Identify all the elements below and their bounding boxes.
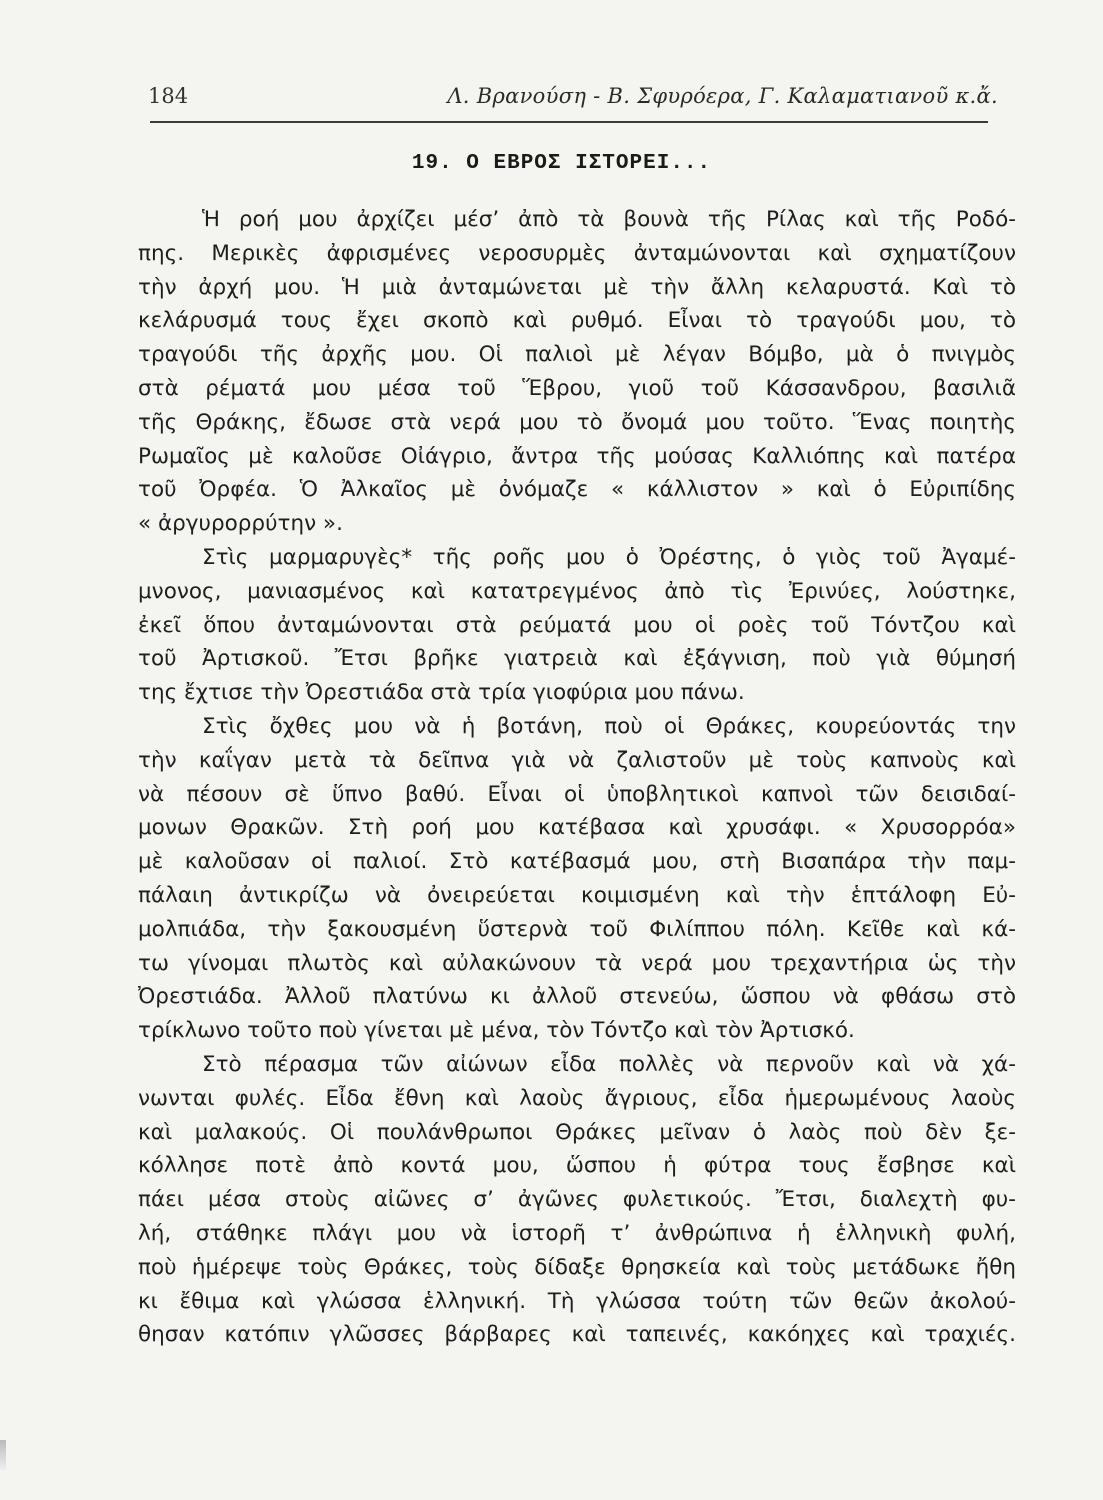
paragraph bbox=[138, 710, 1016, 1048]
paragraph bbox=[138, 541, 1016, 710]
text-line: νωνται φυλές. Εἶδα ἔθνη καὶ λαοὺς ἄγριους, εἶδα ἡμερωμένους λαοὺς bbox=[138, 1085, 1016, 1111]
text-line: τοῦ Ὀρφέα. Ὁ Ἀλκαῖος μὲ ὀνόμαζε « κάλλιστον » καὶ ὁ Εὐριπίδης bbox=[138, 477, 1016, 503]
text-line: Στὶς ὄχθες μου νὰ ἡ βοτάνη, ποὺ οἱ Θράκες, κουρεύοντάς την bbox=[202, 713, 1016, 739]
text-line: πάει μέσα στοὺς αἰῶνες σ’ ἀγῶνες φυλετικούς. Ἔτσι, διαλεχτὴ φυ- bbox=[138, 1187, 1016, 1213]
text-line: Στὸ πέρασμα τῶν αἰώνων εἶδα πολλὲς νὰ περνοῦν καὶ νὰ χά- bbox=[202, 1051, 1016, 1077]
text-line: λή, στάθηκε πλάγι μου νὰ ἱστορῆ τ’ ἀνθρώπινα ἡ ἑλληνικὴ φυλή, bbox=[138, 1220, 1016, 1246]
text-line: τοῦ Ἀρτισκοῦ. Ἔτσι βρῆκε γιατρειὰ καὶ ἐξάγνιση, ποὺ γιὰ θύμησή bbox=[138, 646, 1016, 672]
text-line: πάλαιη ἀντικρίζω νὰ ὀνειρεύεται κοιμισμένη καὶ τὴν ἑπτάλοφη Εὐ- bbox=[138, 882, 1016, 908]
text-line: μὲ καλοῦσαν οἱ παλιοί. Στὸ κατέβασμά μου, στὴ Βισαπάρα τὴν παμ- bbox=[138, 849, 1016, 875]
text-line: στὰ ρέματά μου μέσα τοῦ Ἕβρου, γιοῦ τοῦ Κάσσανδρου, βασιλιᾶ bbox=[138, 375, 1016, 401]
text-line: Ἡ ροή μου ἀρχίζει μέσ’ ἀπὸ τὰ βουνὰ τῆς Ρίλας καὶ τῆς Ροδό- bbox=[202, 207, 1016, 232]
text-line: « ἀργυρορρύτην ». bbox=[138, 511, 343, 537]
text-line: μολπιάδα, τὴν ξακουσμένη ὕστερνὰ τοῦ Φιλίππου πόλη. Κεῖθε καὶ κά- bbox=[138, 916, 1016, 942]
paragraph bbox=[138, 1048, 1016, 1352]
text-line: πης. Μερικὲς ἀφρισμένες νεροσυρμὲς ἀνταμώνονται καὶ σχηματίζουν bbox=[138, 240, 1016, 266]
text-line: Ρωμαῖος μὲ καλοῦσε Οἰάγριο, ἄντρα τῆς μούσας Καλλιόπης καὶ πατέρα bbox=[138, 443, 1016, 469]
running-head bbox=[148, 84, 1010, 116]
header-rule bbox=[150, 121, 988, 123]
text-line: μνονος, μανιασμένος καὶ κατατρεγμένος ἀπὸ τὶς Ἐρινύες, λούστηκε, bbox=[138, 578, 1016, 604]
text-line: Στὶς μαρμαρυγὲς* τῆς ροῆς μου ὁ Ὀρέστης, ὁ γιὸς τοῦ Ἀγαμέ- bbox=[202, 544, 1016, 570]
text-line: τρίκλωνο τοῦτο ποὺ γίνεται μὲ μένα, τὸν Τόντζο καὶ τὸν Ἀρτισκό. bbox=[138, 1018, 855, 1044]
paragraph bbox=[138, 203, 1016, 541]
text-line: κελάρυσμά τους ἔχει σκοπὸ καὶ ρυθμό. Εἶναι τὸ τραγούδι μου, τὸ bbox=[138, 308, 1016, 334]
text-line: ποὺ ἡμέρεψε τοὺς Θράκες, τοὺς δίδαξε θρησκεία καὶ τοὺς μετάδωκε ἤθη bbox=[138, 1254, 1016, 1280]
text-line: τὴν ἀρχή μου. Ἡ μιὰ ἀνταμώνεται μὲ τὴν ἄλλη κελαρυστά. Καὶ τὸ bbox=[138, 274, 1016, 300]
page-edge-mark bbox=[0, 1440, 6, 1470]
text-line: τὴν καΐγαν μετὰ τὰ δεῖπνα γιὰ νὰ ζαλιστοῦν μὲ τοὺς καπνοὺς καὶ bbox=[138, 747, 1016, 773]
text-line: Ὀρεστιάδα. Ἀλλοῦ πλατύνω κι ἀλλοῦ στενεύω, ὥσπου νὰ φθάσω στὸ bbox=[138, 984, 1016, 1010]
page-number: 184 bbox=[148, 84, 189, 108]
text-line: καὶ μαλακούς. Οἱ πουλάνθρωποι Θράκες μεῖναν ὁ λαὸς ποὺ δὲν ξε- bbox=[138, 1119, 1016, 1145]
chapter-title: 19. Ο ΕΒΡΟΣ ΙΣΤΟΡΕΙ... bbox=[411, 152, 712, 175]
body-text bbox=[138, 203, 1016, 1352]
text-line: κόλλησε ποτὲ ἀπὸ κοντά μου, ὥσπου ἡ φύτρα τους ἔσβησε καὶ bbox=[138, 1153, 1016, 1179]
text-line: τω γίνομαι πλωτὸς καὶ αὐλακώνουν τὰ νερά μου τρεχαντήρια ὡς τὴν bbox=[138, 950, 1016, 976]
text-line: κι ἔθιμα καὶ γλώσσα ἑλληνική. Τὴ γλώσσα τούτη τῶν θεῶν ἀκολού- bbox=[138, 1288, 1016, 1314]
text-line: ἐκεῖ ὅπου ἀνταμώνονται στὰ ρεύματά μου οἱ ροὲς τοῦ Τόντζου καὶ bbox=[138, 612, 1016, 638]
text-line: τραγούδι τῆς ἀρχῆς μου. Οἱ παλιοὶ μὲ λέγαν Βόμβο, μὰ ὁ πνιγμὸς bbox=[138, 342, 1016, 368]
text-line: νὰ πέσουν σὲ ὕπνο βαθύ. Εἶναι οἱ ὑποβλητικοὶ καπνοὶ τῶν δεισιδαί- bbox=[138, 781, 1016, 807]
running-head-authors: Λ. Βρανούση - Β. Σφυρόερα, Γ. Καλαματιανοῦ κ.ἄ. bbox=[447, 84, 998, 108]
text-line: της ἔχτισε τὴν Ὀρεστιάδα στὰ τρία γιοφύρια μου πάνω. bbox=[138, 680, 745, 706]
text-line: τῆς Θράκης, ἔδωσε στὰ νερά μου τὸ ὄνομά μου τοῦτο. Ἕνας ποιητὴς bbox=[138, 409, 1016, 435]
text-line: μονων Θρακῶν. Στὴ ροή μου κατέβασα καὶ χρυσάφι. « Χρυσορρόα» bbox=[138, 815, 1016, 841]
text-line: θησαν κατόπιν γλῶσσες βάρβαρες καὶ ταπεινές, κακόηχες καὶ τραχιές. bbox=[138, 1322, 1016, 1348]
